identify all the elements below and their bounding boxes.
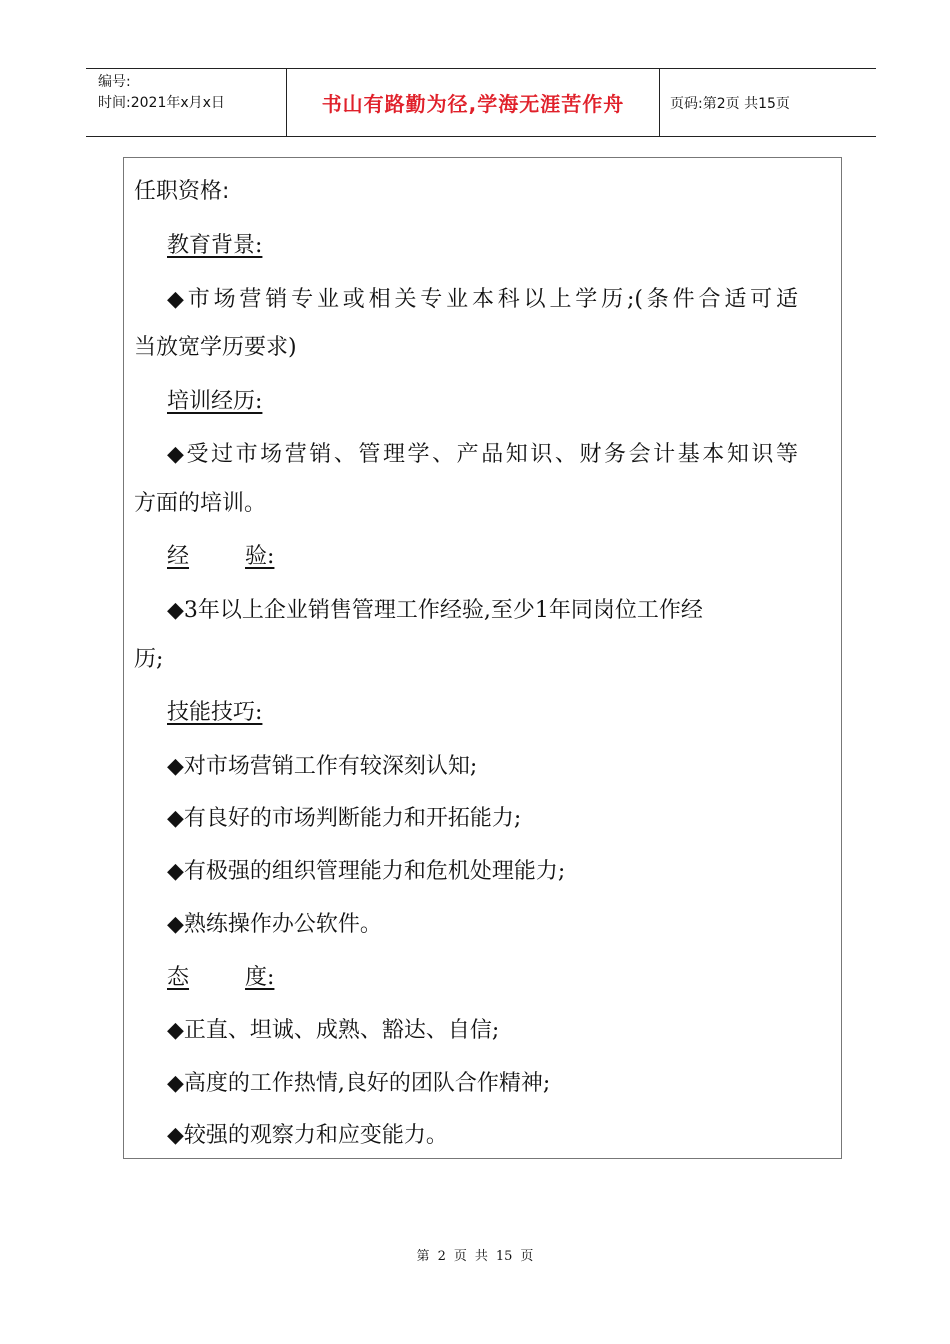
text-line: ◆3年以上企业销售管理工作经验,至少1年同岗位工作经 bbox=[167, 598, 703, 623]
document-number-label: 编号: bbox=[98, 74, 131, 90]
subheading-attitude-b: 度: bbox=[245, 965, 275, 990]
document-time-label: 时间:2021年x月x日 bbox=[98, 95, 225, 111]
subheading-attitude bbox=[167, 960, 274, 991]
subheading-experience-a: 经 bbox=[167, 544, 190, 569]
text-line: ◆较强的观察力和应变能力。 bbox=[167, 1123, 448, 1148]
text-line: ◆受过市场营销、管理学、产品知识、财务会计基本知识等 bbox=[167, 442, 798, 467]
text-line: ◆高度的工作热情,良好的团队合作精神; bbox=[167, 1071, 551, 1096]
text-line: 方面的培训。 bbox=[134, 491, 267, 516]
subheading-attitude-a: 态 bbox=[167, 965, 190, 990]
footer-word: 第 bbox=[416, 1249, 430, 1264]
footer-page-number: 2 bbox=[437, 1249, 446, 1264]
subheading-skills: 技能技巧: bbox=[167, 700, 263, 725]
footer-total-pages: 15 bbox=[495, 1249, 513, 1264]
section-title: 任职资格: bbox=[134, 179, 230, 204]
text-line: 当放宽学历要求) bbox=[134, 335, 297, 360]
header-meta bbox=[86, 69, 287, 136]
text-line: 历; bbox=[134, 647, 164, 672]
text-line: ◆对市场营销工作有较深刻认知; bbox=[167, 754, 478, 779]
header-motto: 书山有路勤为径,学海无涯苦作舟 bbox=[321, 92, 625, 116]
footer-word: 页 bbox=[520, 1249, 534, 1264]
text-line: ◆正直、坦诚、成熟、豁达、自信; bbox=[167, 1018, 500, 1043]
page-header bbox=[86, 68, 876, 137]
subheading-training: 培训经历: bbox=[167, 389, 263, 414]
subheading-education: 教育背景: bbox=[167, 233, 263, 258]
header-page-info: 页码:第2页 共15页 bbox=[670, 95, 790, 112]
header-motto-cell bbox=[287, 69, 660, 136]
page-footer bbox=[0, 1245, 950, 1264]
text-line: ◆有极强的组织管理能力和危机处理能力; bbox=[167, 859, 566, 884]
subheading-experience-b: 验: bbox=[245, 544, 275, 569]
footer-word: 页 bbox=[453, 1249, 467, 1264]
subheading-experience bbox=[167, 539, 274, 570]
text-line: ◆熟练操作办公软件。 bbox=[167, 912, 382, 937]
header-page-cell bbox=[660, 69, 876, 136]
text-line: ◆市场营销专业或相关专业本科以上学历;(条件合适可适 bbox=[167, 287, 798, 312]
text-line: ◆有良好的市场判断能力和开拓能力; bbox=[167, 806, 522, 831]
footer-word: 共 bbox=[474, 1249, 488, 1264]
qualifications-box bbox=[123, 157, 842, 1159]
